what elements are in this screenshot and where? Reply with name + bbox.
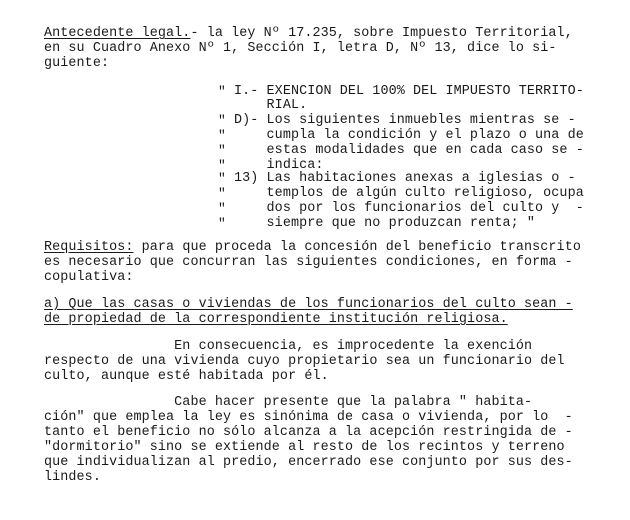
- paragraph-consecuencia-line: respecto de una vivienda cuyo propietario sea un funcionario del: [44, 354, 565, 369]
- paragraph-habitacion-line: tanto el beneficio no sólo alcanza a la acepción restringida de -: [44, 425, 573, 440]
- quote-line: RIAL.: [234, 98, 308, 113]
- quote-line: templos de algún culto religioso, ocupa: [234, 186, 584, 201]
- heading-requisitos: Requisitos:: [44, 240, 134, 255]
- quote-line: I.- EXENCION DEL 100% DEL IMPUESTO TERRITO-: [234, 84, 584, 99]
- paragraph-antecedente-line-2: en su Cuadro Anexo Nº 1, Sección I, letra D, Nº 13, dice lo si-: [44, 41, 557, 56]
- heading-antecedente-legal: Antecedente legal.: [44, 26, 191, 41]
- quote-mark: ": [218, 171, 226, 186]
- paragraph-habitacion-line: "dormitorio" sino se extiende al resto de los recintos y terreno: [44, 440, 565, 455]
- antecedente-line-1-text: - la ley Nº 17.235, sobre Impuesto Territorial,: [190, 26, 573, 41]
- quote-mark: ": [218, 158, 226, 173]
- quote-mark: ": [218, 186, 226, 201]
- paragraph-antecedente-line-1: [44, 26, 573, 41]
- quote-mark: ": [218, 84, 226, 99]
- paragraph-consecuencia-line: En consecuencia, es improcedente la exención: [44, 339, 533, 354]
- quote-mark: ": [218, 128, 226, 143]
- quote-line: siempre que no produzcan renta; ": [234, 216, 536, 231]
- condition-a-line-1: a) Que las casas o viviendas de los funcionarios del culto sean -: [44, 297, 573, 312]
- paragraph-requisitos-line-3: copulativa:: [44, 270, 134, 285]
- paragraph-requisitos-line-2: es necesario que concurran las siguientes condiciones, en forma -: [44, 255, 573, 270]
- quote-mark: ": [218, 216, 226, 231]
- paragraph-requisitos-line-1: [44, 240, 581, 255]
- paragraph-consecuencia-line: culto, aunque esté habitada por él.: [44, 369, 329, 384]
- paragraph-habitacion-line: lindes.: [44, 470, 101, 485]
- quote-line: estas modalidades que en cada caso se -: [234, 143, 584, 158]
- quote-line: D)- Los siguientes inmuebles mientras se -: [234, 113, 576, 128]
- quote-line: 13) Las habitaciones anexas a iglesias o -: [234, 171, 576, 186]
- condition-a-line-2: de propiedad de la correspondiente institución religiosa.: [44, 312, 508, 327]
- requisitos-line-1-text: para que proceda la concesión del beneficio transcrito: [133, 240, 581, 255]
- quote-line: dos por los funcionarios del culto y -: [234, 201, 584, 216]
- quote-line: cumpla la condición y el plazo o una de: [234, 128, 584, 143]
- quote-mark: ": [218, 201, 226, 216]
- paragraph-habitacion-line: que individualizan al predio, encerrado ese conjunto por sus des-: [44, 455, 573, 470]
- quote-mark: ": [218, 143, 226, 158]
- quote-mark: ": [218, 113, 226, 128]
- paragraph-habitacion-line: ción" que emplea la ley es sinónima de casa o vivienda, por lo -: [44, 410, 573, 425]
- quote-line: indica:: [234, 158, 324, 173]
- paragraph-antecedente-line-3: guiente:: [44, 56, 110, 71]
- paragraph-habitacion-line: Cabe hacer presente que la palabra " habita-: [44, 395, 533, 410]
